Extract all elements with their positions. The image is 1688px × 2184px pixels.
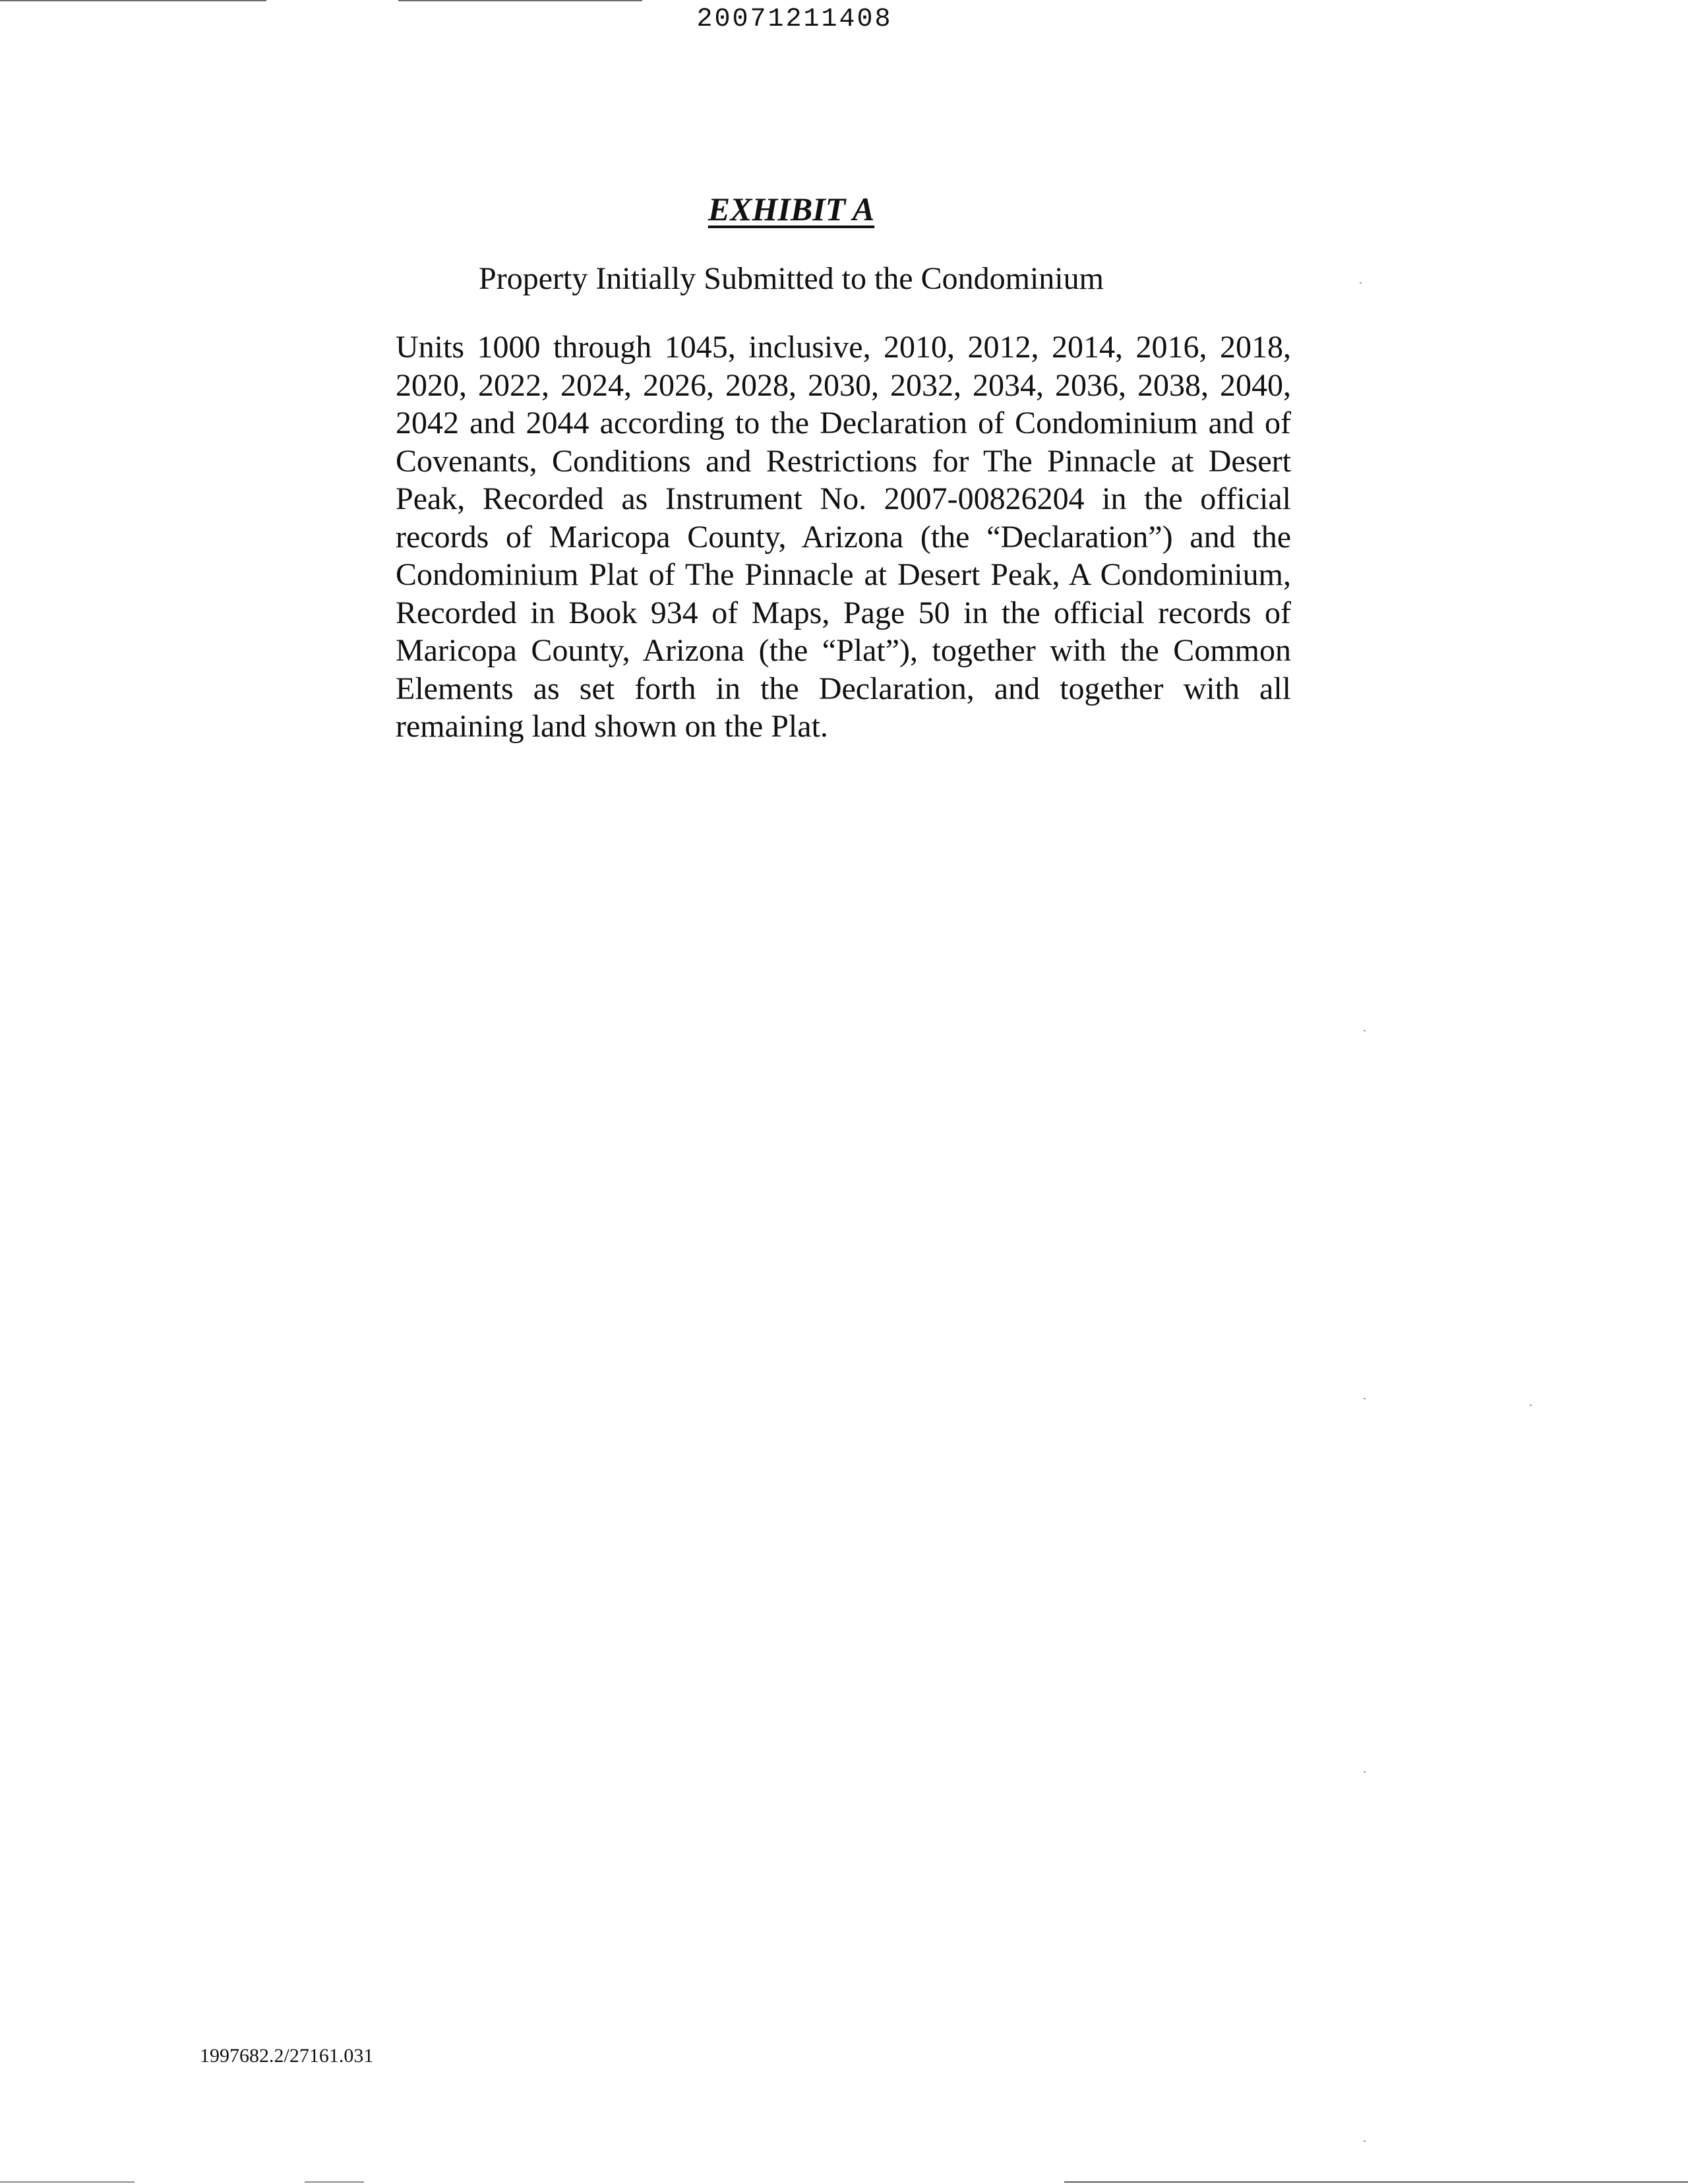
exhibit-subtitle: Property Initially Submitted to the Condominium xyxy=(479,261,1104,296)
legal-description-paragraph: Units 1000 through 1045, inclusive, 2010, 2012, 2014, 2016, 2018, 2020, 2022, 2024, 2026, 2028, 2030, 2032, 2034, 2036, 2038, 2040, 2042 and 2044 according to the Declaration of Condominium and of Covenants, Conditions and Restrictions for The Pinnacle at Desert Peak, Recorded as Instrument No. 2007-00826204 in the official records of Maricopa County, Arizona (the “Declaration”) and the Condominium Plat of The Pinnacle at Desert Peak, A Condominium, Recorded in Book 934 of Maps, Page 50 in the official records of Maricopa County, Arizona (the “Plat”), together with the Common Elements as set forth in the Declaration, and together with all remaining land shown on the Plat. xyxy=(396,330,1291,744)
bottom-scan-line-left xyxy=(0,2181,135,2183)
exhibit-title: EXHIBIT A xyxy=(708,191,875,228)
scan-speck xyxy=(1364,1771,1366,1773)
scan-speck xyxy=(1360,282,1362,284)
scan-speck xyxy=(1530,1405,1532,1406)
bottom-scan-line-right xyxy=(1064,2181,1688,2183)
scan-speck xyxy=(1364,1398,1366,1399)
bottom-scan-line-middle xyxy=(305,2181,364,2183)
recording-number: 20071211408 xyxy=(696,5,893,34)
footer-document-number: 1997682.2/27161.031 xyxy=(200,2045,374,2067)
scan-speck xyxy=(1364,1030,1366,1031)
scan-speck xyxy=(1364,2140,1366,2142)
